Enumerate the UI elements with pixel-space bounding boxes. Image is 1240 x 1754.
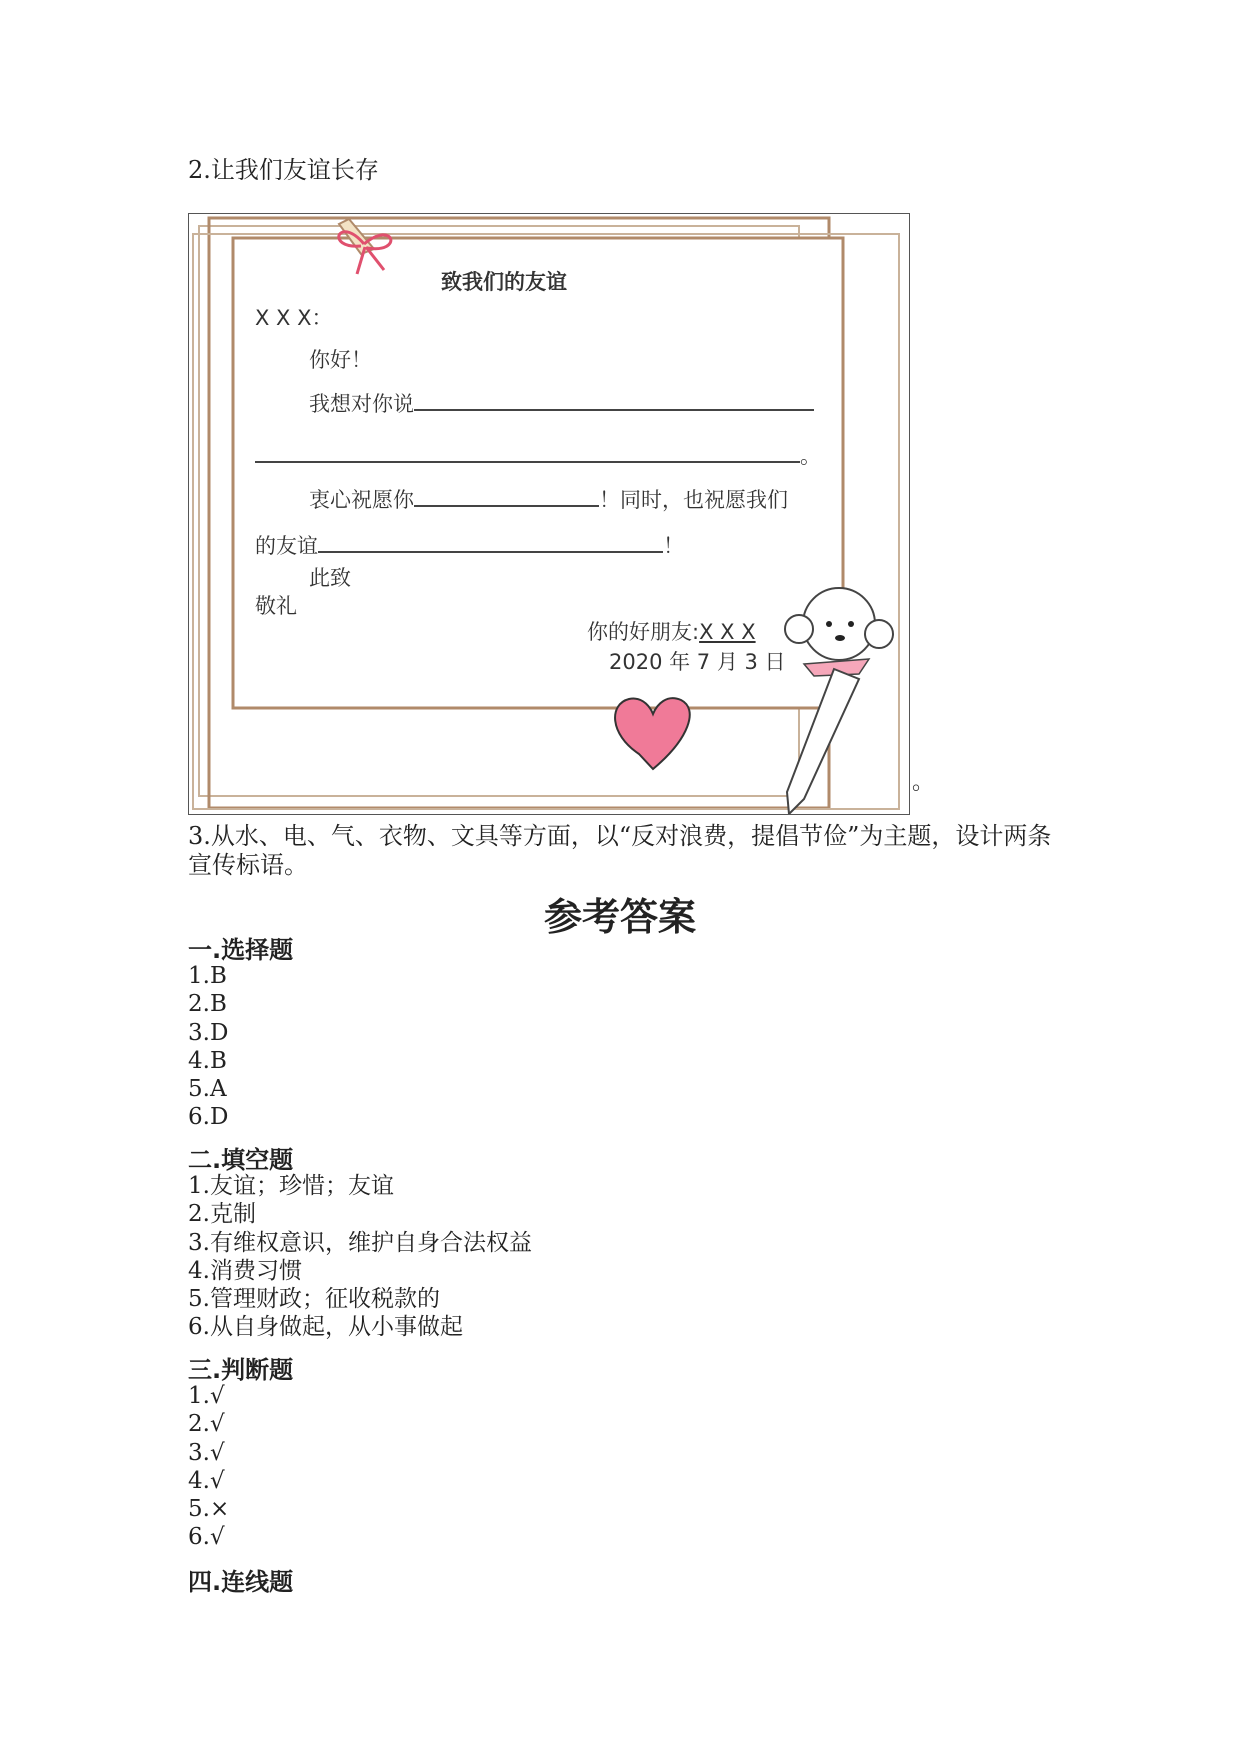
answer-item: 3.√ — [188, 1439, 225, 1466]
letter-line-4-text-a: 的友谊 — [255, 534, 318, 558]
answer-item: 5.A — [188, 1076, 227, 1103]
letter-line-4-text-b: ！ — [663, 534, 684, 558]
letter-line-3 — [309, 484, 788, 514]
letter-recipient: X X X： — [255, 306, 333, 330]
answer-item: 6.从自身做起，从小事做起 — [188, 1314, 463, 1341]
answer-item: 4.√ — [188, 1467, 225, 1494]
question-2: 2.让我们友谊长存 — [188, 156, 379, 184]
trailing-period: 。 — [912, 770, 935, 795]
letter-line-1 — [309, 388, 814, 418]
answer-item: 3.D — [188, 1019, 229, 1046]
answer-list-choice — [188, 962, 228, 1132]
letter-sign-label: 你的好朋友: — [587, 620, 700, 644]
blank-line — [318, 533, 663, 553]
friendship-letter-image — [188, 213, 910, 815]
answer-item: 1.友谊；珍惜；友谊 — [188, 1173, 394, 1199]
answers-title: 参考答案 — [543, 894, 696, 939]
answer-item: 6.D — [188, 1104, 229, 1131]
section-heading-judge: 三.判断题 — [188, 1356, 294, 1384]
answer-item: 1.B — [188, 963, 227, 989]
answer-list-fill — [188, 1172, 532, 1342]
section-heading-choice: 一.选择题 — [188, 936, 294, 964]
letter-line-3-text-b: ！同时，也祝愿我们 — [599, 488, 788, 512]
letter-line-1-text: 我想对你说 — [309, 392, 414, 416]
letter-title: 致我们的友谊 — [441, 270, 567, 294]
section-heading-fill: 二.填空题 — [188, 1146, 294, 1174]
question-3: 3.从水、电、气、衣物、文具等方面，以“反对浪费，提倡节俭”为主题，设计两条宣传标语。 — [188, 822, 1052, 879]
letter-line-4 — [255, 530, 684, 560]
letter-closing-1: 此致 — [309, 566, 351, 590]
letter-line-2 — [255, 440, 821, 470]
section-heading-matching: 四.连线题 — [188, 1568, 294, 1596]
letter-sign-name: X X X — [699, 620, 756, 644]
blank-line — [255, 443, 800, 463]
answer-item: 4.B — [188, 1047, 227, 1074]
answer-item: 3.有维权意识，维护自身合法权益 — [188, 1229, 532, 1256]
answer-list-judge — [188, 1382, 229, 1552]
answer-item: 5.管理财政；征收税款的 — [188, 1286, 440, 1313]
blank-line — [414, 487, 599, 507]
answer-item: 2.B — [188, 991, 227, 1018]
answer-item: 1.√ — [188, 1383, 225, 1409]
letter-period: 。 — [800, 444, 821, 468]
letter-closing-2: 敬礼 — [255, 594, 297, 618]
letter-greeting: 你好！ — [309, 348, 372, 372]
letter-signature — [587, 616, 756, 646]
answer-item: 2.√ — [188, 1411, 225, 1438]
blank-line — [414, 391, 814, 411]
answer-item: 2.克制 — [188, 1201, 256, 1228]
letter-line-3-text-a: 衷心祝愿你 — [309, 488, 414, 512]
answer-item: 4.消费习惯 — [188, 1257, 302, 1284]
answer-item: 5.× — [188, 1496, 230, 1523]
letter-date: 2020 年 7 月 3 日 — [609, 650, 786, 674]
answer-item: 6.√ — [188, 1524, 225, 1551]
